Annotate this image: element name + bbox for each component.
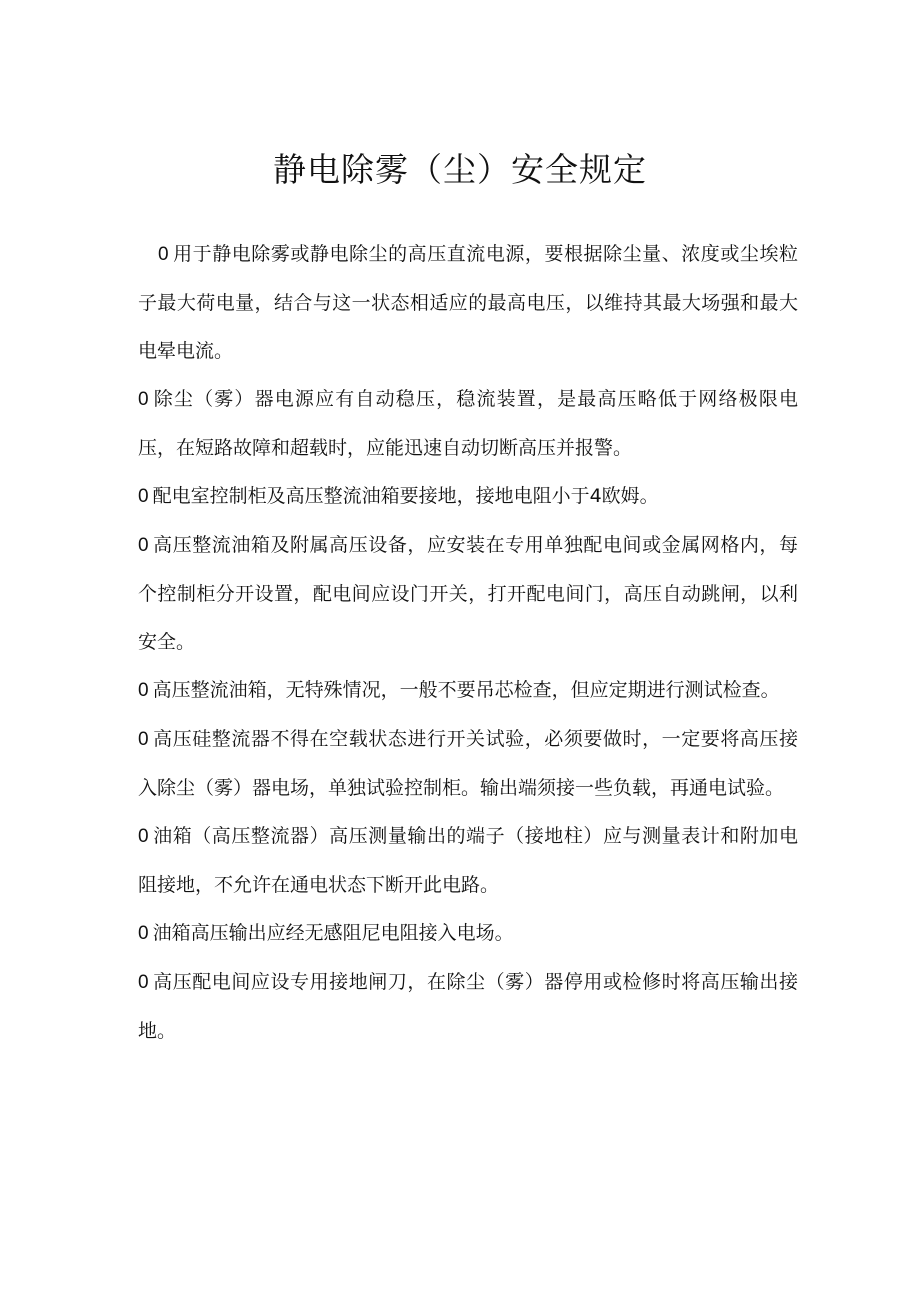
paragraph-text: 高压硅整流器不得在空载状态进行开关试验，必须要做时，一定要将高压接入除尘（雾）器电场，单独试验控制柜。输出端须接一些负载，再通电试验。	[138, 728, 798, 799]
paragraph-8	[138, 909, 798, 958]
paragraph-bullet: 0	[138, 486, 149, 507]
paragraph-6	[138, 715, 798, 812]
paragraph-text: 高压配电间应设专用接地闸刀，在除尘（雾）器停用或检修时将高压输出接地。	[138, 971, 798, 1042]
paragraph-7	[138, 812, 798, 909]
paragraph-bullet: 0	[138, 923, 149, 944]
paragraph-bullet: 0	[158, 244, 169, 265]
paragraph-text: 除尘（雾）器电源应有自动稳压，稳流装置，是最高压略低于网络极限电压，在短路故障和超载时，应能迅速自动切断高压并报警。	[138, 388, 798, 459]
paragraph-bullet: 0	[138, 535, 149, 556]
paragraph-text: 油箱高压输出应经无感阻尼电阻接入电场。	[152, 922, 514, 944]
paragraph-3	[138, 472, 798, 521]
paragraph-text: 配电室控制柜及高压整流油箱要接地，接地电阻小于4欧姆。	[152, 485, 659, 507]
paragraph-text: 高压整流油箱及附属高压设备，应安装在专用单独配电间或金属网格内，每个控制柜分开设置，配电间应设门开关，打开配电间门，高压自动跳闸，以利安全。	[138, 534, 798, 653]
paragraph-2	[138, 375, 798, 472]
paragraph-9	[138, 958, 798, 1055]
paragraph-bullet: 0	[138, 680, 149, 701]
paragraph-bullet: 0	[138, 389, 149, 410]
paragraph-text: 油箱（高压整流器）高压测量输出的端子（接地柱）应与测量表计和附加电阻接地，不允许在通电状态下断开此电路。	[138, 825, 798, 896]
paragraph-bullet: 0	[138, 826, 149, 847]
paragraph-text: 高压整流油箱，无特殊情况，一般不要吊芯检查，但应定期进行测试检查。	[152, 679, 780, 701]
paragraph-5	[138, 666, 798, 715]
document-body	[138, 230, 798, 1055]
paragraph-1	[138, 230, 798, 375]
paragraph-bullet: 0	[138, 972, 149, 993]
paragraph-4	[138, 521, 798, 666]
paragraph-bullet: 0	[138, 729, 149, 750]
paragraph-text: 用于静电除雾或静电除尘的高压直流电源，要根据除尘量、浓度或尘埃粒子最大荷电量，结合与这一状态相适应的最高电压，以维持其最大场强和最大电晕电流。	[138, 243, 798, 362]
document-title: 静电除雾（尘）安全规定	[273, 150, 647, 189]
